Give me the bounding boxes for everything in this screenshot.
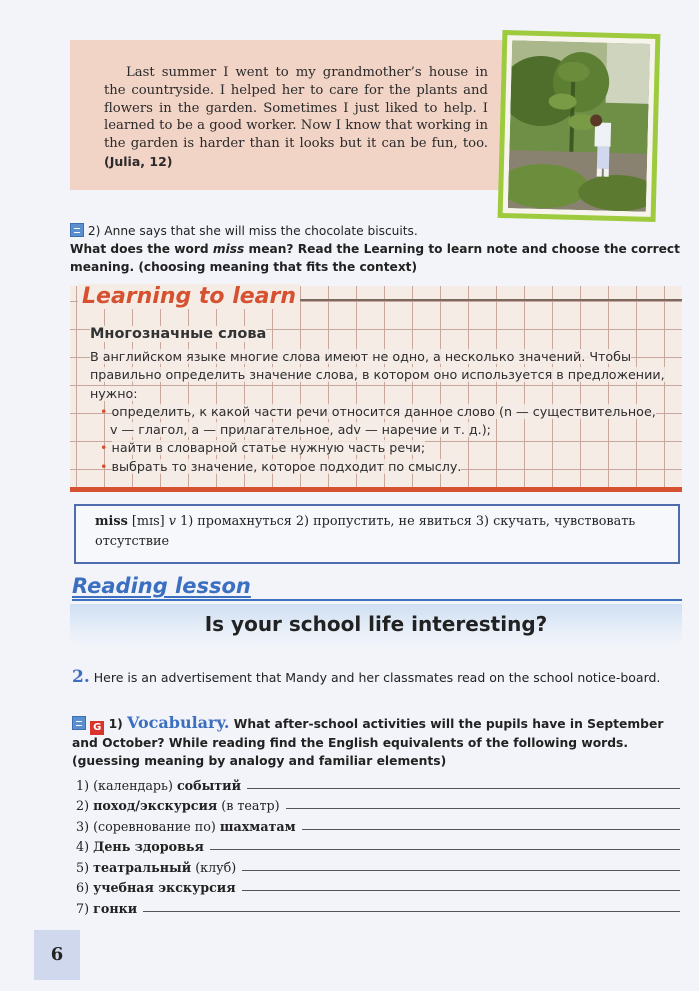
dictionary-entry [95,512,665,552]
note-intro: В английском языке многие слова имеют не одно, а несколько значений. Чтобы правильно определить значение слова, в котором оно используется в предложении, нужно: [90,349,665,401]
exercise-2-1-text: What after-school activities will the pupils have in September and October? While reading find the English equivalents of the following words. (guessing meaning by analogy and familiar elements) [72,717,664,768]
note-heading: Многозначные слова [90,326,267,342]
exercise-2-1: G 1) Vocabulary. What after-school activities will the pupils have in September and October? While reading find the English equivalents of the following words. (guessing meaning by analogy and familiar elements) [72,713,664,768]
note-bullet-1: определить, к какой части речи относится данное слово (n — существительное, v — глагол, a — прилагательное, adv — наречие и т. д.); [110,403,656,438]
reading-lesson-rule [72,599,682,601]
learning-to-learn-title: Learning to learn [78,284,300,309]
list-item: 3) (соревнование по) шахматам [76,813,680,834]
answer-line[interactable] [247,788,680,789]
entry-transcription: [mɪs] [131,514,165,529]
story-text [104,64,488,172]
entry-meanings: 1) промахнуться 2) пропустить, не явиться 3) скучать, чувствовать отсутствие [95,514,636,549]
answer-line[interactable] [210,849,680,850]
entry-word: miss [95,514,128,529]
note-bullet-2: найти в словарной статье нужную часть речи; [111,440,426,456]
story-author: (Julia, 12) [104,153,173,169]
vocabulary-list [76,772,680,916]
note-body [90,348,666,476]
answer-line[interactable] [242,890,680,891]
bullet-icon: • [100,440,108,456]
answer-line[interactable] [242,870,680,871]
bullet-icon: • [100,403,108,419]
lesson-title: Is your school life interesting? [204,612,548,636]
note-bullet-3: выбрать то значение, которое подходит по смыслу. [111,458,462,474]
exercise-list-icon [72,716,86,730]
list-item: 4) День здоровья [76,834,680,855]
page-number: 6 [34,930,80,980]
task-intro: 2) Anne says that she will miss the chocolate biscuits. [87,224,418,238]
exercise-2-text: Here is an advertisement that Mandy and her classmates read on the school notice-board. [93,670,661,685]
reading-lesson-title: Reading lesson [72,574,251,598]
task-question: What does the word miss mean? Read the Learning to learn note and choose the correct meaning. (choosing meaning that fits the context) [70,241,680,274]
story-body: Last summer I went to my grandmother’s house in the countryside. I helped her to care for the plants and flowers in the garden. Sometimes I just liked to help. I learned to be a good worker. Now I know that working in the garden is harder than it looks but it can be fun, too. [104,65,488,152]
list-item: 2) поход/экскурсия (в театр) [76,793,680,814]
exercise-number: 2. [72,667,90,687]
answer-line[interactable] [286,808,680,809]
exercise-list-icon [70,223,84,237]
list-item: 5) театральный (клуб) [76,854,680,875]
list-item: 7) гонки [76,895,680,916]
task-miss-question [70,223,680,276]
answer-line[interactable] [302,829,680,830]
answer-line[interactable] [143,911,680,912]
note-bottom-rule [70,487,682,492]
vocabulary-label: Vocabulary. [127,713,230,732]
exercise-2 [72,668,682,688]
garden-photo [498,30,661,222]
grammar-icon: G [90,721,104,735]
list-item: 1) (календарь) событий [76,772,680,793]
bullet-icon: • [100,458,108,474]
entry-pos: v [168,514,176,529]
list-item: 6) учебная экскурсия [76,875,680,896]
